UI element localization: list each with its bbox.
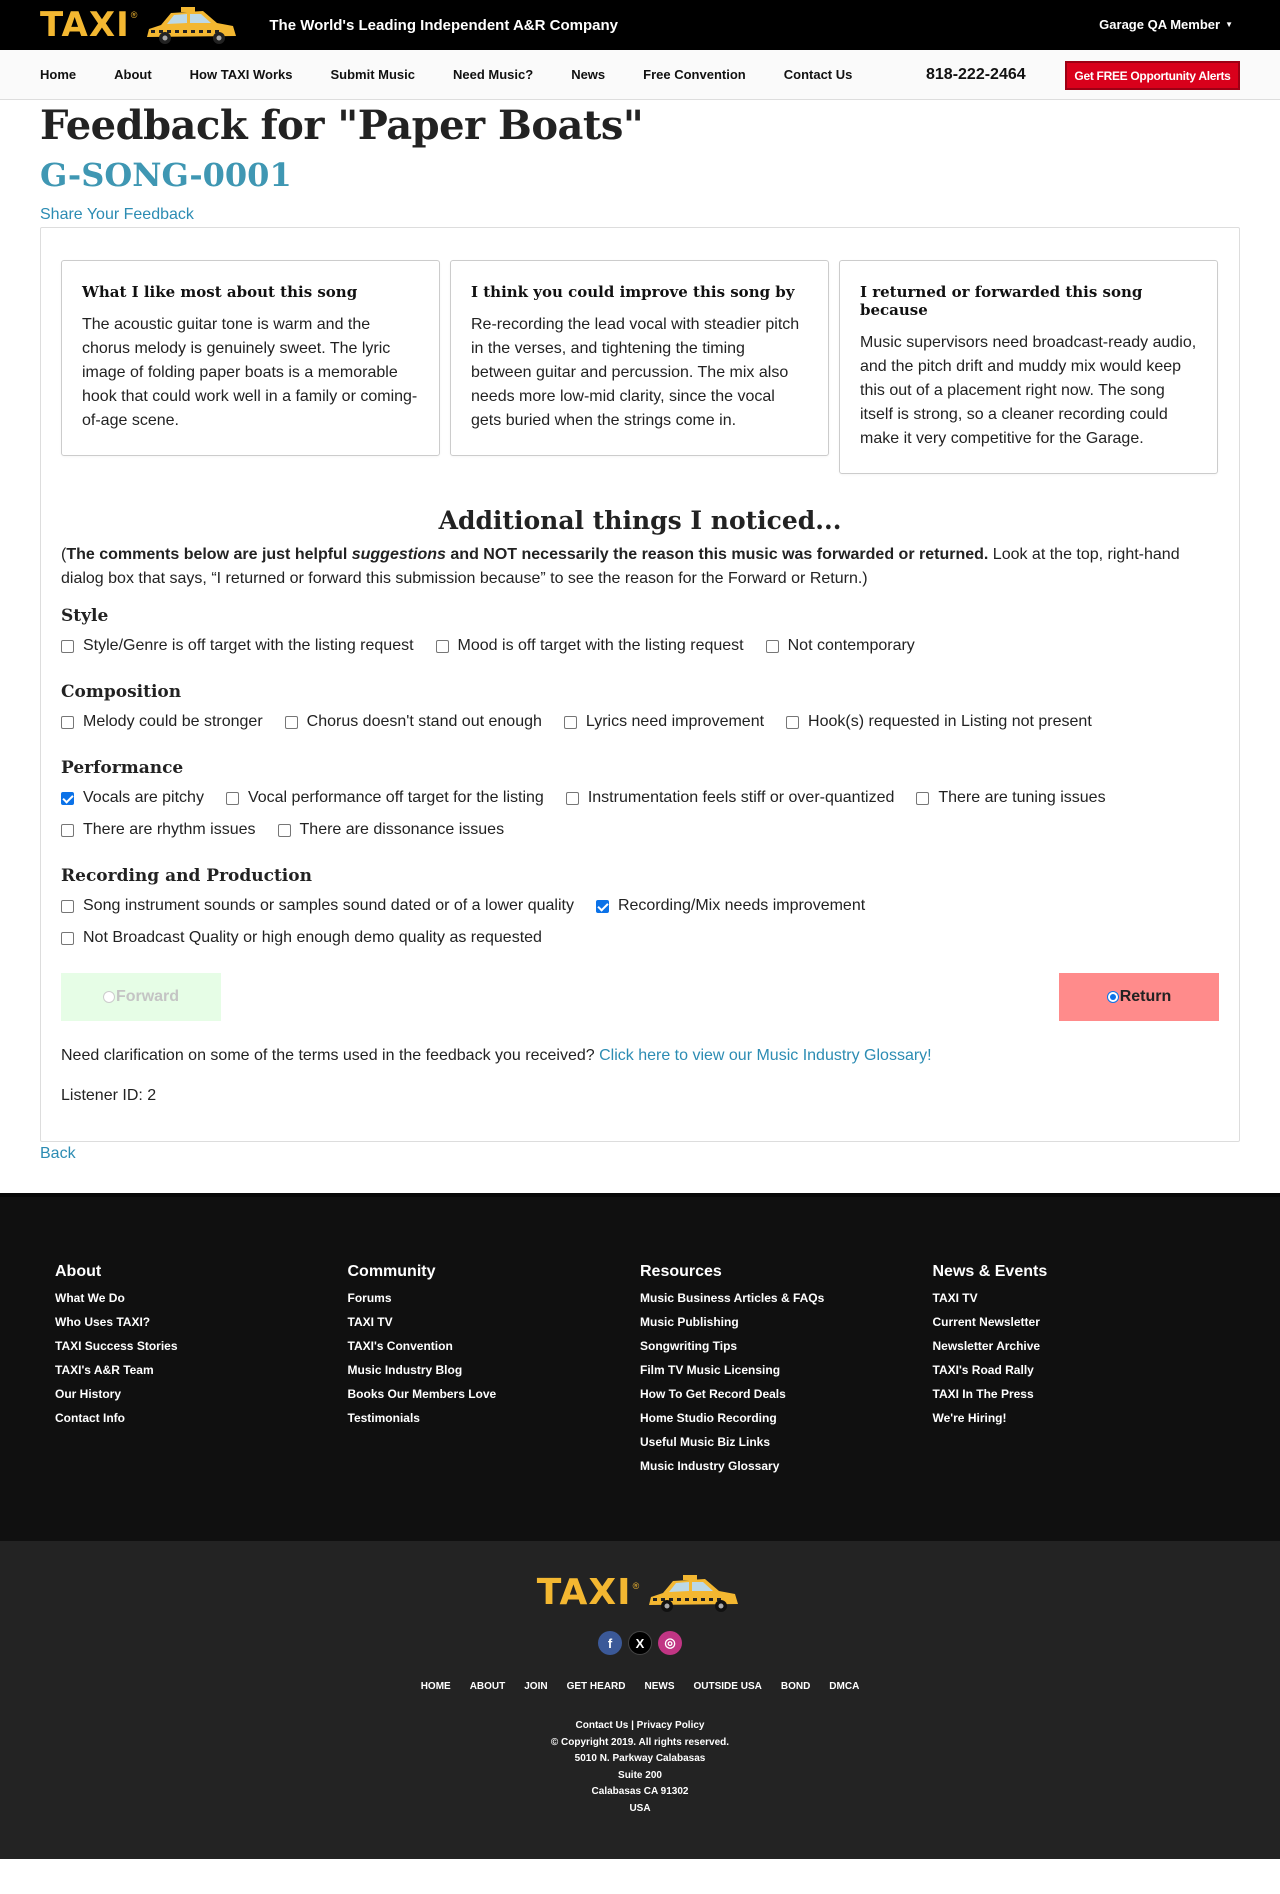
footer-link-what-we-do[interactable]: What We Do: [55, 1291, 125, 1306]
page-title: Feedback for "Paper Boats": [40, 102, 644, 149]
nav-home[interactable]: Home: [40, 67, 77, 82]
checkbox-group: [61, 711, 1219, 743]
glossary-link[interactable]: Click here to view our Music Industry Glossary!: [599, 1047, 932, 1065]
back-link[interactable]: Back: [40, 1145, 76, 1163]
checkbox-option[interactable]: [61, 787, 204, 809]
checkbox-label: Mood is off target with the listing request: [457, 637, 744, 655]
glossary-prompt: [61, 1047, 1219, 1065]
nav-contact-us[interactable]: Contact Us: [783, 67, 853, 82]
footer-column-title: Community: [347, 1263, 436, 1281]
checkbox-option[interactable]: [61, 819, 256, 841]
checkbox[interactable]: [566, 792, 579, 805]
footer-bottom-link-about[interactable]: ABOUT: [469, 1681, 506, 1693]
footer-logo-text: TAXI: [536, 1572, 632, 1614]
footer-link-contact-info[interactable]: Contact Info: [55, 1411, 125, 1426]
checkbox-label: Not Broadcast Quality or high enough demo quality as requested: [83, 929, 542, 947]
note-open: (: [61, 546, 67, 564]
section-title: Composition: [61, 682, 182, 703]
card-heading: I think you could improve this song by: [471, 283, 795, 302]
checkbox-label: Vocal performance off target for the listing: [247, 789, 544, 807]
footer-link-taxi-tv[interactable]: TAXI TV: [932, 1291, 978, 1306]
section-title: Style: [61, 606, 109, 627]
checkbox-label: There are rhythm issues: [83, 821, 256, 839]
footer-bottom-links: [0, 1681, 1280, 1692]
section-title: Performance: [61, 758, 184, 779]
address-line: Calabasas CA 91302: [591, 1786, 689, 1798]
checkbox[interactable]: [786, 716, 799, 729]
note-bold-italic: suggestions: [351, 546, 446, 564]
share-feedback-link[interactable]: Share Your Feedback: [40, 206, 194, 224]
footer-link-who-uses-taxi[interactable]: Who Uses TAXI?: [55, 1315, 151, 1330]
footer-bottom-link-get-heard[interactable]: GET HEARD: [566, 1681, 626, 1693]
checkbox[interactable]: [61, 824, 74, 837]
return-label: Return: [1119, 988, 1172, 1006]
checkbox[interactable]: [285, 716, 298, 729]
footer-column-news-events: [933, 1263, 1226, 1541]
nav-free-convention[interactable]: Free Convention: [643, 67, 746, 82]
member-menu[interactable]: [1099, 17, 1233, 32]
footer-link-taxi-s-a-r-team[interactable]: TAXI's A&R Team: [55, 1363, 154, 1378]
address-line: Suite 200: [618, 1769, 662, 1781]
footer-link-music-industry-glossary[interactable]: Music Industry Glossary: [640, 1459, 780, 1474]
facebook-icon[interactable]: f: [598, 1631, 622, 1655]
checkbox[interactable]: [436, 640, 449, 653]
taxi-logo[interactable]: [40, 0, 241, 50]
glossary-text: Need clarification on some of the terms used in the feedback you received?: [61, 1047, 600, 1065]
card-body: The acoustic guitar tone is warm and the chorus melody is genuinely sweet. The lyric image of folding paper boats is a memorable hook that could work well in a family or coming-of-age scene.: [82, 316, 418, 430]
footer-column-title: About: [55, 1263, 102, 1281]
footer-legal-links: [0, 1718, 1280, 1735]
checkbox-label: Vocals are pitchy: [83, 789, 204, 807]
return-radio[interactable]: [1107, 991, 1119, 1003]
checkbox-label: Style/Genre is off target with the listing request: [83, 637, 414, 655]
checkbox-option[interactable]: [278, 819, 505, 841]
checkbox-option[interactable]: [766, 635, 915, 657]
footer-link-our-history[interactable]: Our History: [55, 1387, 122, 1402]
footer-column-community: [348, 1263, 641, 1541]
checkbox-option[interactable]: [61, 895, 574, 917]
note-bold-1: The comments below are just helpful: [66, 546, 352, 564]
footer-link-forums[interactable]: Forums: [347, 1291, 392, 1306]
footer-bottom-link-outside-usa[interactable]: OUTSIDE USA: [693, 1681, 762, 1693]
checkbox-option[interactable]: [786, 711, 1092, 733]
address-line: USA: [629, 1802, 651, 1814]
footer-logo-registered-mark: ®: [632, 1581, 640, 1592]
return-option[interactable]: [1059, 973, 1219, 1021]
privacy-policy-link[interactable]: Privacy Policy: [636, 1720, 705, 1732]
footer-link-film-tv-music-licensing[interactable]: Film TV Music Licensing: [640, 1363, 781, 1378]
card-body: Music supervisors need broadcast-ready audio, and the pitch drift and muddy mix would keep this out of a placement right now. The song itself is strong, so a cleaner recording could make it very competitive for the Garage.: [860, 334, 1197, 448]
checkbox-group: [61, 787, 1219, 851]
checkbox-option[interactable]: [916, 787, 1105, 809]
checkbox[interactable]: [916, 792, 929, 805]
legal-separator: |: [628, 1720, 637, 1732]
tagline: The World's Leading Independent A&R Company: [269, 16, 618, 34]
checkbox[interactable]: [61, 792, 74, 805]
checkbox[interactable]: [61, 640, 74, 653]
nav-need-music[interactable]: Need Music?: [453, 67, 534, 82]
checkbox[interactable]: [766, 640, 779, 653]
checkbox-option[interactable]: [596, 895, 865, 917]
suggestions-note: [61, 543, 1219, 591]
caret-down-icon: ▼: [1225, 20, 1233, 29]
logo-registered-mark: ®: [130, 10, 138, 20]
x-icon[interactable]: X: [628, 1631, 652, 1655]
nav-news[interactable]: News: [571, 67, 606, 82]
checkbox-label: Recording/Mix needs improvement: [617, 897, 866, 915]
card-likes: [61, 260, 440, 456]
checkbox[interactable]: [226, 792, 239, 805]
member-label: Garage QA Member: [1099, 17, 1221, 32]
note-bold-2: and NOT necessarily the reason this music was forwarded or returned.: [445, 546, 989, 564]
footer-bottom-link-news[interactable]: NEWS: [644, 1681, 675, 1693]
feedback-cards: [61, 260, 1219, 474]
checkbox-label: Lyrics need improvement: [585, 713, 765, 731]
footer-link-how-to-get-record-deals[interactable]: How To Get Record Deals: [640, 1387, 786, 1402]
section-performance: [61, 758, 1219, 851]
card-heading: I returned or forwarded this song because: [860, 283, 1143, 320]
checkbox-label: Hook(s) requested in Listing not present: [808, 713, 1092, 731]
checkbox-label: Chorus doesn't stand out enough: [306, 713, 542, 731]
footer-link-taxi-tv[interactable]: TAXI TV: [347, 1315, 393, 1330]
forward-radio[interactable]: [103, 991, 115, 1003]
checkbox-label: There are tuning issues: [938, 789, 1106, 807]
footer-link-taxi-success-stories[interactable]: TAXI Success Stories: [55, 1339, 178, 1354]
taxi-cab-icon: [141, 3, 241, 47]
footer-links: [0, 1193, 1280, 1541]
checkbox-label: Song instrument sounds or samples sound dated or of a lower quality: [83, 897, 574, 915]
footer-bottom-link-join[interactable]: JOIN: [524, 1681, 548, 1693]
checkbox-option[interactable]: [566, 787, 895, 809]
footer-bottom: [0, 1541, 1280, 1859]
checkbox-label: Not contemporary: [787, 637, 915, 655]
listener-id: Listener ID: 2: [61, 1087, 157, 1105]
address-line: 5010 N. Parkway Calabasas: [574, 1753, 706, 1765]
nav-how-taxi-works[interactable]: How TAXI Works: [189, 67, 293, 82]
checkbox-label: Instrumentation feels stiff or over-quantized: [587, 789, 895, 807]
additional-heading: Additional things I noticed...: [438, 506, 842, 536]
footer-bottom-link-home[interactable]: HOME: [420, 1681, 451, 1693]
opportunity-alerts-button[interactable]: Get FREE Opportunity Alerts: [1065, 61, 1240, 90]
card-improve: [450, 260, 829, 456]
footer-link-newsletter-archive[interactable]: Newsletter Archive: [932, 1339, 1041, 1354]
footer-link-we-re-hiring[interactable]: We're Hiring!: [932, 1411, 1007, 1426]
checkbox-label: There are dissonance issues: [299, 821, 505, 839]
footer-link-music-publishing[interactable]: Music Publishing: [640, 1315, 739, 1330]
checkbox-group: [61, 635, 1219, 667]
section-composition: [61, 682, 1219, 743]
top-bar: [0, 0, 1280, 50]
checkbox[interactable]: [61, 932, 74, 945]
forward-label: Forward: [115, 988, 180, 1006]
checkbox-option[interactable]: [285, 711, 542, 733]
checkbox[interactable]: [278, 824, 291, 837]
decision-row: [61, 973, 1219, 1021]
checkbox-option[interactable]: [564, 711, 764, 733]
nav-about[interactable]: About: [114, 67, 152, 82]
checkbox[interactable]: [61, 716, 74, 729]
checkbox-label: Melody could be stronger: [83, 713, 263, 731]
card-body: Re-recording the lead vocal with steadier pitch in the verses, and tightening the timing between guitar and percussion. The mix also needs more low-mid clarity, since the vocal gets buried when the strings come in.: [471, 316, 800, 430]
footer-link-songwriting-tips[interactable]: Songwriting Tips: [640, 1339, 738, 1354]
forward-option[interactable]: [61, 973, 221, 1021]
checkbox[interactable]: [564, 716, 577, 729]
footer-link-useful-music-biz-links[interactable]: Useful Music Biz Links: [640, 1435, 771, 1450]
instagram-icon[interactable]: ◎: [658, 1631, 682, 1655]
footer-column-about: [55, 1263, 348, 1541]
checklist-sections: [61, 606, 1219, 959]
section-recording-and-production: [61, 866, 1219, 959]
checkbox[interactable]: [596, 900, 609, 913]
section-title: Recording and Production: [61, 866, 312, 887]
copyright: © Copyright 2019. All rights reserved.: [550, 1736, 730, 1748]
footer-column-title: Resources: [640, 1263, 722, 1281]
footer-column-resources: [640, 1263, 933, 1541]
footer-column-title: News & Events: [932, 1263, 1048, 1281]
checkbox-option[interactable]: [226, 787, 544, 809]
checkbox[interactable]: [61, 900, 74, 913]
nav-submit-music[interactable]: Submit Music: [330, 67, 415, 82]
main-nav: [0, 50, 1280, 100]
footer-link-music-industry-blog[interactable]: Music Industry Blog: [347, 1363, 463, 1378]
footer-taxi-logo[interactable]: [537, 1571, 743, 1615]
footer-link-home-studio-recording[interactable]: Home Studio Recording: [640, 1411, 777, 1426]
footer-link-books-our-members-love[interactable]: Books Our Members Love: [347, 1387, 497, 1402]
footer-bottom-link-dmca[interactable]: DMCA: [829, 1681, 860, 1693]
main-content: [0, 102, 1280, 1163]
logo-text: TAXI: [40, 5, 130, 45]
card-reason: [839, 260, 1218, 474]
song-code: G-SONG-0001: [40, 156, 292, 194]
checkbox-option[interactable]: [436, 635, 744, 657]
section-style: [61, 606, 1219, 667]
phone-number[interactable]: 818-222-2464: [926, 66, 1026, 83]
contact-us-link[interactable]: Contact Us: [575, 1720, 629, 1732]
checkbox-option[interactable]: [61, 635, 414, 657]
footer-link-taxi-s-road-rally[interactable]: TAXI's Road Rally: [932, 1363, 1034, 1378]
footer-link-music-business-articles-faqs[interactable]: Music Business Articles & FAQs: [640, 1291, 825, 1306]
footer-link-taxi-in-the-press[interactable]: TAXI In The Press: [932, 1387, 1034, 1402]
checkbox-option[interactable]: [61, 711, 263, 733]
footer-bottom-link-bond[interactable]: BOND: [780, 1681, 811, 1693]
footer-link-current-newsletter[interactable]: Current Newsletter: [932, 1315, 1040, 1330]
social-links: [0, 1631, 1280, 1655]
checkbox-group: [61, 895, 1219, 959]
card-heading: What I like most about this song: [82, 283, 358, 302]
footer-link-taxi-s-convention[interactable]: TAXI's Convention: [347, 1339, 453, 1354]
feedback-panel: [40, 227, 1240, 1142]
footer-link-testimonials[interactable]: Testimonials: [347, 1411, 420, 1426]
note-rest: Look at the top, right-hand dialog box that says, “I returned or forward this submission because” to see the reason for the Forward or Return.): [61, 546, 1180, 588]
footer-info: [0, 1718, 1280, 1817]
checkbox-option[interactable]: [61, 927, 542, 949]
taxi-cab-icon: [643, 1571, 743, 1615]
